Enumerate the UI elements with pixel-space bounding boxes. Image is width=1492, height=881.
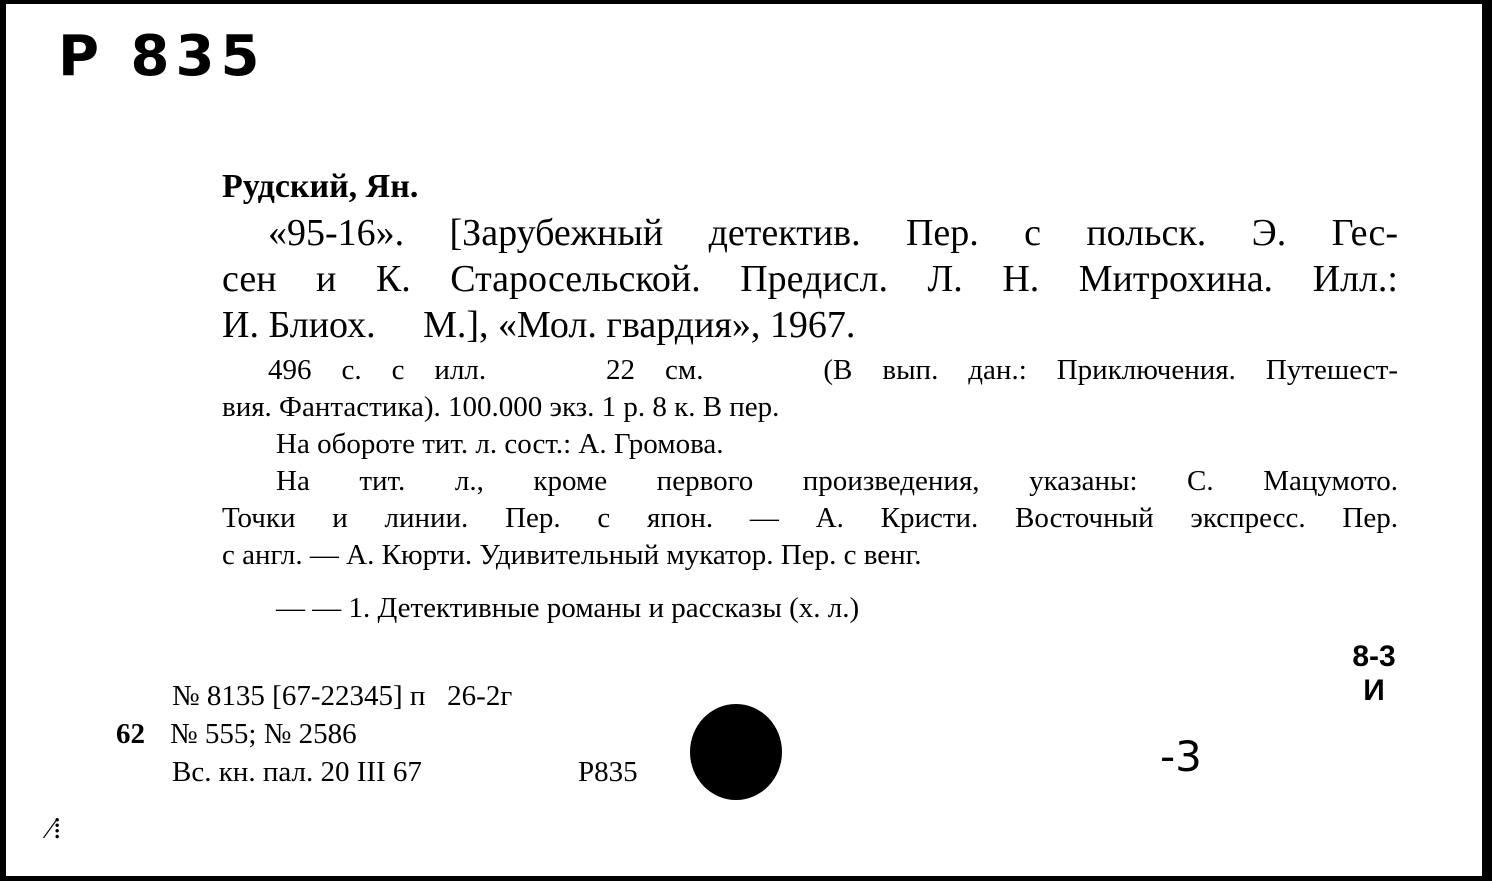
catalog-card [6, 4, 1482, 876]
print-run-prefix: 62 [116, 718, 145, 750]
contents-note-line: На тит. л., кроме первого произведения, указаны: С. Мацумото. [276, 465, 1398, 497]
classification-code [1346, 640, 1402, 708]
chamber-date: Вс. кн. пал. 20 III 67 [172, 756, 422, 788]
physical-description-line: вия. Фантастика). 100.000 экз. 1 р. 8 к. В пер. [222, 391, 780, 423]
verso-note: На обороте тит. л. сост.: А. Громова. [276, 428, 724, 460]
punch-hole [690, 704, 782, 800]
registration-number: № 8135 [67-22345] п 26-2г [172, 680, 513, 712]
card-code: P835 [578, 756, 638, 788]
physical-description-line: 496 с. с илл. 22 см. (В вып. дан.: Приключения. Путешест- [268, 354, 1398, 386]
title-line: И. Блиох. М.], «Мол. гвардия», 1967. [222, 304, 856, 346]
call-number: P 835 [58, 24, 266, 89]
handwritten-mark: -3 [1160, 732, 1202, 781]
corner-mark: ⁄⁞ [48, 812, 62, 845]
title-line: «95-16». [Зарубежный детектив. Пер. с польск. Э. Гес- [268, 212, 1398, 254]
classification-letter: И [1363, 674, 1385, 707]
entry-body [222, 164, 1398, 627]
contents-note-line: с англ. — А. Кюрти. Удивительный мукатор. Пер. с венг. [222, 539, 922, 571]
title-line: сен и К. Старосельской. Предисл. Л. Н. Митрохина. Илл.: [222, 258, 1398, 300]
contents-note-line: Точки и линии. Пер. с япон. — А. Кристи. Восточный экспресс. Пер. [222, 502, 1398, 534]
author-heading: Рудский, Ян. [222, 168, 419, 205]
classification-number: 8-3 [1352, 640, 1396, 673]
subject-heading: — — 1. Детективные романы и рассказы (х. л.) [276, 592, 860, 624]
order-numbers: № 555; № 2586 [170, 718, 357, 750]
